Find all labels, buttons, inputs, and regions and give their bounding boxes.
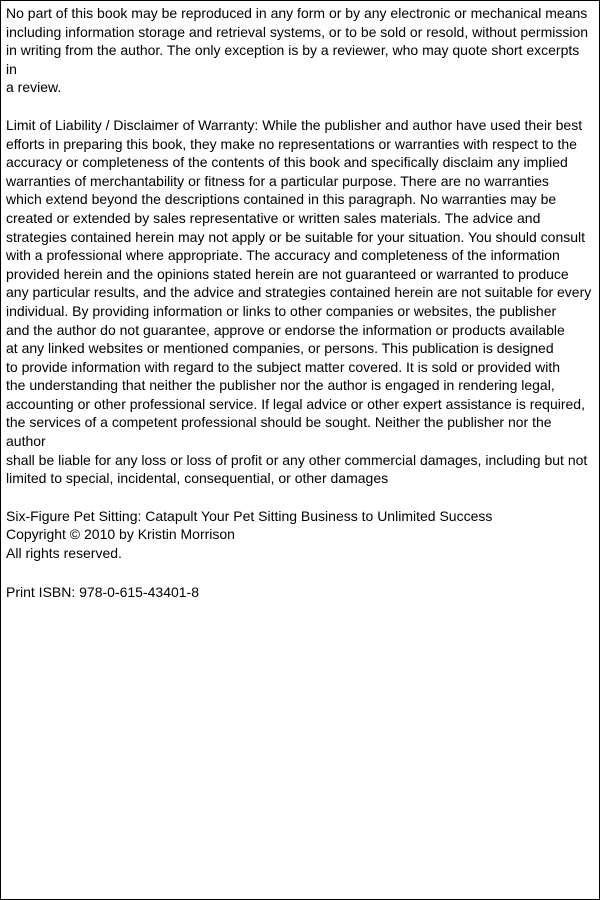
copyright-line: Copyright © 2010 by Kristin Morrison xyxy=(6,526,235,543)
book-title: Six-Figure Pet Sitting: Catapult Your Pet Sitting Business to Unlimited Success xyxy=(6,507,493,524)
isbn-line: Print ISBN: 978-0-615-43401-8 xyxy=(6,583,199,600)
reproduction-notice: No part of this book may be reproduced in any form or by any electronic or mechanical means including information storage and retrieval systems, or to be sold or resold, without permission in writing from the author. The only exception is by a reviewer, who may quote short excerpts in a review. xyxy=(6,5,589,96)
liability-disclaimer: Limit of Liability / Disclaimer of Warranty: While the publisher and author have used their best efforts in preparing this book, they make no representations or warranties with respect to the accuracy or completeness of the contents of this book and specifically disclaim any implied warranties of merchantability or fitness for a particular purpose. There are no warranties which extend beyond the descriptions contained in this paragraph. No warranties may be created or extended by sales representative or written sales materials. The advice and strategies contained herein may not apply or be suitable for your situation. You should consult with a professional where appropriate. The accuracy and completeness of the information provided herein and the opinions stated herein are not guaranteed or warranted to produce any particular results, and the advice and strategies contained herein are not suitable for every individual. By providing information or links to other companies or websites, the publisher and the author do not guarantee, approve or endorse the information or products available at any linked websites or mentioned companies, or persons. This publication is designed to provide information with regard to the subject matter covered. It is sold or provided with the understanding that neither the publisher nor the author is engaged in rendering legal, accounting or other professional service. If legal advice or other expert assistance is required, the services of a competent professional should be sought. Neither the publisher nor the author shall be liable for any loss or loss of profit or any other commercial damages, including but not limited to special, incidental, consequential, or other damages xyxy=(6,116,592,487)
rights-reserved: All rights reserved. xyxy=(6,545,122,562)
copyright-block xyxy=(6,507,594,563)
